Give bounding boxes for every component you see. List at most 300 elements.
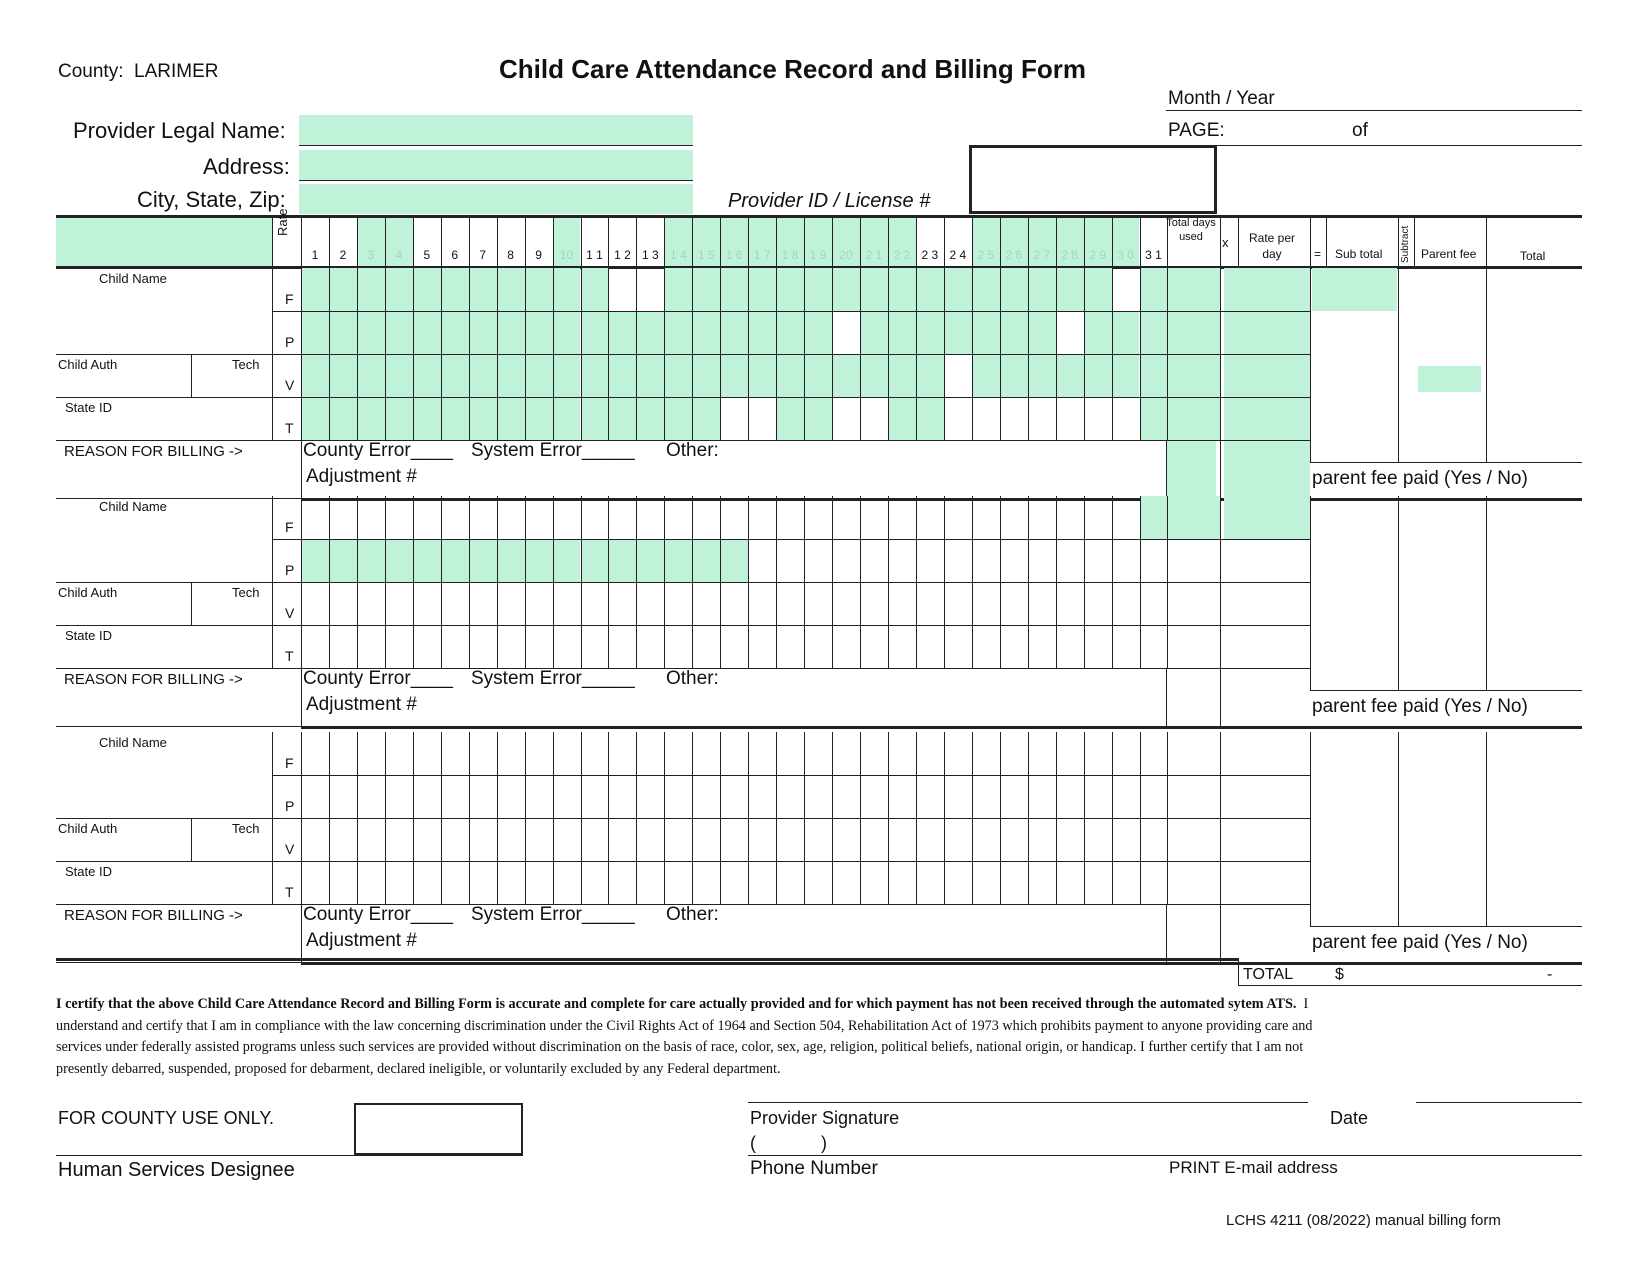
day-column-line: [944, 496, 945, 668]
day-column-line: [1084, 732, 1085, 904]
attendance-cell-filled[interactable]: [804, 268, 832, 311]
header-column-line: [1310, 216, 1311, 267]
day-column-line: [636, 732, 637, 904]
attendance-cell-filled[interactable]: [525, 397, 553, 440]
attendance-cell-filled[interactable]: [497, 354, 525, 397]
day-column-line: [608, 496, 609, 668]
day-column-line: [720, 268, 721, 440]
day-column-line: [581, 496, 582, 668]
day-column-line: [357, 732, 358, 904]
attendance-cell-filled[interactable]: [357, 539, 385, 582]
attendance-cell-filled[interactable]: [525, 311, 553, 354]
attendance-cell-filled[interactable]: [832, 354, 860, 397]
total-days-filled[interactable]: [1166, 354, 1220, 397]
attendance-cell-filled[interactable]: [804, 397, 832, 440]
day-column-line: [1112, 268, 1113, 440]
day-column-line: [357, 496, 358, 668]
day-column-line: [553, 496, 554, 668]
row-line: [272, 625, 1310, 626]
attendance-cell-filled[interactable]: [581, 539, 609, 582]
month-year-label: Month / Year: [1168, 88, 1275, 109]
provider-signature-label: Provider Signature: [750, 1108, 900, 1128]
rate-filled[interactable]: [1224, 268, 1310, 311]
attendance-cell-filled[interactable]: [357, 354, 385, 397]
attendance-cell-filled[interactable]: [1084, 354, 1112, 397]
attendance-cell-filled[interactable]: [916, 397, 944, 440]
row-line: [272, 582, 1310, 583]
day-column-line: [301, 732, 302, 904]
designee-line: [56, 1155, 523, 1156]
provider-id-label: Provider ID / License #: [728, 190, 931, 212]
grand-total-underline: [1238, 985, 1582, 986]
attendance-cell-filled[interactable]: [720, 539, 748, 582]
attendance-cell-filled[interactable]: [441, 311, 469, 354]
attendance-cell-filled[interactable]: [413, 539, 441, 582]
attendance-cell-filled[interactable]: [497, 311, 525, 354]
attendance-cell-filled[interactable]: [1000, 354, 1028, 397]
day-column-line: [329, 732, 330, 904]
day-header-31: 3 1: [1145, 248, 1162, 262]
page-label: PAGE:: [1168, 120, 1225, 141]
day-column-line: [972, 496, 973, 668]
day-column-line: [608, 268, 609, 440]
day-column-line: [916, 732, 917, 904]
day-column-line: [916, 496, 917, 668]
attendance-cell-filled[interactable]: [1028, 354, 1056, 397]
attendance-cell-filled[interactable]: [385, 354, 413, 397]
day-column-line: [664, 268, 665, 440]
attendance-cell-filled[interactable]: [329, 268, 357, 311]
attendance-cell-filled[interactable]: [497, 539, 525, 582]
day-column-line: [581, 268, 582, 440]
state-id-label: State ID: [65, 400, 112, 415]
day-column-line: [413, 732, 414, 904]
attendance-cell-filled[interactable]: [413, 268, 441, 311]
row-letter-v: V: [285, 605, 295, 621]
attendance-cell-filled[interactable]: [413, 397, 441, 440]
day-column-line: [664, 496, 665, 668]
parent-fee-filled[interactable]: [1418, 366, 1481, 392]
total-row-line: [56, 958, 1239, 961]
system-error-label: System Error_____: [471, 668, 635, 689]
attendance-cell-filled[interactable]: [888, 354, 916, 397]
attendance-cell-filled[interactable]: [469, 268, 497, 311]
block-left-bottom-line: [56, 498, 302, 499]
attendance-cell-filled[interactable]: [581, 268, 609, 311]
day-column-line: [692, 732, 693, 904]
day-column-line: [776, 268, 777, 440]
block-left-bottom-line: [56, 726, 302, 727]
reason-for-billing-label: REASON FOR BILLING ->: [64, 907, 243, 924]
rate-filled[interactable]: [1224, 354, 1310, 397]
attendance-cell-filled[interactable]: [441, 397, 469, 440]
attendance-cell-filled[interactable]: [748, 354, 776, 397]
attendance-cell-filled[interactable]: [1140, 397, 1168, 440]
attendance-cell-filled[interactable]: [553, 311, 581, 354]
parent-fee-paid-line: [1310, 462, 1582, 463]
attendance-cell-filled[interactable]: [469, 354, 497, 397]
day-column-line: [692, 268, 693, 440]
child-auth-line: [56, 582, 272, 583]
attendance-cell-filled[interactable]: [776, 354, 804, 397]
attendance-cell-filled[interactable]: [525, 354, 553, 397]
day-column-line: [804, 496, 805, 668]
attendance-cell-filled[interactable]: [916, 268, 944, 311]
page-title: Child Care Attendance Record and Billing Form: [499, 54, 1086, 84]
attendance-cell-filled[interactable]: [385, 539, 413, 582]
reason-column-line: [1220, 904, 1221, 962]
attendance-cell-filled[interactable]: [608, 539, 636, 582]
day-column-line: [385, 268, 386, 440]
date-line[interactable]: [1416, 1102, 1582, 1103]
attendance-cell-filled[interactable]: [385, 311, 413, 354]
adjustment-label: Adjustment #: [306, 930, 417, 951]
attendance-cell-filled[interactable]: [1140, 268, 1168, 311]
day-header-22: 2 2: [893, 248, 911, 262]
attendance-cell-filled[interactable]: [608, 311, 636, 354]
day-column-line: [1056, 496, 1057, 668]
day-header-2: 2: [339, 248, 347, 262]
attendance-cell-filled[interactable]: [804, 311, 832, 354]
total-days-filled[interactable]: [1166, 268, 1220, 311]
day-column-line: [888, 496, 889, 668]
attendance-cell-filled[interactable]: [832, 268, 860, 311]
reason-top-line: [56, 440, 272, 441]
rate-filled[interactable]: [1224, 496, 1310, 539]
state-id-label: State ID: [65, 864, 112, 879]
attendance-cell-filled[interactable]: [972, 354, 1000, 397]
attendance-cell-filled[interactable]: [1000, 268, 1028, 311]
attendance-cell-filled[interactable]: [301, 539, 329, 582]
county-error-label: County Error____: [303, 440, 453, 461]
attendance-cell-filled[interactable]: [608, 397, 636, 440]
day-header-27: 2 7: [1033, 248, 1051, 262]
fee-column-line: [1310, 268, 1311, 462]
day-header-4: 4: [395, 248, 403, 262]
attendance-cell-filled[interactable]: [692, 268, 720, 311]
attendance-cell-filled[interactable]: [944, 311, 972, 354]
system-error-label: System Error_____: [471, 904, 635, 925]
day-column-line: [832, 268, 833, 440]
attendance-cell-filled[interactable]: [301, 311, 329, 354]
row-letter-p: P: [285, 562, 295, 578]
day-column-line: [301, 496, 302, 668]
attendance-cell-filled[interactable]: [581, 354, 609, 397]
attendance-cell-filled[interactable]: [636, 397, 664, 440]
day-header-17: 1 7: [753, 248, 771, 262]
attendance-cell-filled[interactable]: [1140, 311, 1168, 354]
parent-fee-header: Parent fee: [1421, 247, 1477, 261]
attendance-cell-filled[interactable]: [972, 268, 1000, 311]
attendance-cell-filled[interactable]: [692, 311, 720, 354]
attendance-cell-filled[interactable]: [301, 354, 329, 397]
attendance-cell-filled[interactable]: [748, 311, 776, 354]
attendance-cell-filled[interactable]: [441, 354, 469, 397]
reason-left-line: [301, 904, 302, 962]
attendance-cell-filled[interactable]: [776, 268, 804, 311]
attendance-cell-filled[interactable]: [441, 539, 469, 582]
attendance-cell-filled[interactable]: [720, 311, 748, 354]
attendance-cell-filled[interactable]: [888, 397, 916, 440]
attendance-cell-filled[interactable]: [1140, 496, 1168, 539]
county-label: County: LARIMER: [58, 61, 219, 82]
attendance-cell-filled[interactable]: [804, 354, 832, 397]
child-auth-line: [56, 354, 272, 355]
phone-label: Phone Number: [750, 1158, 878, 1179]
attendance-cell-filled[interactable]: [469, 311, 497, 354]
fee-column-line: [1398, 732, 1399, 926]
attendance-cell-filled[interactable]: [441, 268, 469, 311]
child-header-fill: [56, 217, 272, 267]
attendance-cell-filled[interactable]: [357, 397, 385, 440]
subtotal-filled[interactable]: [1312, 268, 1397, 311]
fee-column-line: [1398, 268, 1399, 462]
day-column-line: [860, 496, 861, 668]
day-column-line: [1084, 268, 1085, 440]
provider-signature-line[interactable]: [748, 1102, 1308, 1103]
attendance-cell-filled[interactable]: [776, 397, 804, 440]
attendance-cell-filled[interactable]: [916, 311, 944, 354]
adjustment-label: Adjustment #: [306, 694, 417, 715]
day-column-line: [636, 268, 637, 440]
county-use-label: FOR COUNTY USE ONLY.: [58, 1108, 275, 1128]
day-header-12: 1 2: [614, 248, 631, 262]
attendance-cell-filled[interactable]: [1084, 268, 1112, 311]
attendance-cell-filled[interactable]: [748, 268, 776, 311]
day-column-line: [553, 268, 554, 440]
attendance-cell-filled[interactable]: [692, 397, 720, 440]
row-letter-p: P: [285, 334, 295, 350]
day-column-line: [860, 268, 861, 440]
other-label: Other:: [666, 440, 719, 461]
day-column-line: [1140, 496, 1141, 668]
row-letter-f: F: [285, 291, 294, 307]
attendance-cell-filled[interactable]: [860, 268, 888, 311]
day-header-6: 6: [451, 248, 459, 262]
reason-for-billing-label: REASON FOR BILLING ->: [64, 443, 243, 460]
header-column-line: [1398, 216, 1399, 267]
attendance-cell-filled[interactable]: [944, 268, 972, 311]
attendance-cell-filled[interactable]: [357, 311, 385, 354]
reason-column-line: [1166, 668, 1167, 726]
day-column-line: [329, 268, 330, 440]
total-days-filled[interactable]: [1166, 311, 1220, 354]
header-column-line: [1220, 216, 1221, 267]
day-column-line: [553, 732, 554, 904]
attendance-cell-filled[interactable]: [385, 268, 413, 311]
city-state-zip-label: City, State, Zip:: [137, 187, 286, 212]
total-box-left: [1238, 958, 1239, 985]
attendance-cell-filled[interactable]: [497, 397, 525, 440]
attendance-cell-filled[interactable]: [692, 354, 720, 397]
currency-symbol: $: [1335, 966, 1344, 983]
day-column-line: [385, 732, 386, 904]
equals-symbol: =: [1314, 247, 1322, 261]
attendance-cell-filled[interactable]: [553, 354, 581, 397]
day-column-line: [748, 268, 749, 440]
child-name-label: Child Name: [99, 735, 167, 750]
attendance-cell-filled[interactable]: [413, 354, 441, 397]
phone-email-line[interactable]: [748, 1155, 1582, 1156]
row-letter-p: P: [285, 798, 295, 814]
page-of-label: of: [1352, 120, 1368, 141]
attendance-cell-filled[interactable]: [664, 539, 692, 582]
attendance-cell-filled[interactable]: [916, 354, 944, 397]
child-auth-divider: [191, 818, 192, 861]
attendance-cell-filled[interactable]: [385, 397, 413, 440]
attendance-cell-filled[interactable]: [888, 268, 916, 311]
attendance-cell-filled[interactable]: [469, 539, 497, 582]
attendance-cell-filled[interactable]: [1112, 354, 1140, 397]
subtotal-header: Sub total: [1335, 247, 1383, 261]
reason-total-filled[interactable]: [1166, 441, 1216, 496]
fee-column-line: [1486, 496, 1487, 690]
day-column-line: [1028, 732, 1029, 904]
attendance-cell-filled[interactable]: [1112, 311, 1140, 354]
attendance-cell-filled[interactable]: [581, 397, 609, 440]
block-bottom-line: [301, 498, 1582, 501]
attendance-cell-filled[interactable]: [1084, 311, 1112, 354]
attendance-cell-filled[interactable]: [664, 354, 692, 397]
attendance-cell-filled[interactable]: [692, 539, 720, 582]
header-column-line: [1486, 216, 1487, 267]
day-header-26: 2 6: [1005, 248, 1023, 262]
attendance-cell-filled[interactable]: [301, 397, 329, 440]
day-column-line: [1220, 268, 1221, 440]
day-column-line: [1000, 268, 1001, 440]
day-column-line: [1112, 732, 1113, 904]
child-auth-label: Child Auth: [58, 821, 118, 836]
attendance-cell-filled[interactable]: [972, 311, 1000, 354]
row-line: [272, 861, 1310, 862]
attendance-cell-filled[interactable]: [329, 311, 357, 354]
attendance-cell-filled[interactable]: [720, 354, 748, 397]
attendance-cell-filled[interactable]: [860, 354, 888, 397]
attendance-cell-filled[interactable]: [888, 311, 916, 354]
attendance-cell-filled[interactable]: [525, 268, 553, 311]
parent-fee-paid-line: [1310, 926, 1582, 927]
day-column-line: [272, 268, 273, 440]
row-letter-v: V: [285, 841, 295, 857]
attendance-cell-filled[interactable]: [1056, 268, 1084, 311]
reason-top-line: [56, 668, 272, 669]
day-header-30: 3 0: [1117, 248, 1134, 262]
attendance-cell-filled[interactable]: [553, 397, 581, 440]
tech-label: Tech: [232, 357, 260, 372]
attendance-cell-filled[interactable]: [1028, 268, 1056, 311]
day-column-line: [357, 268, 358, 440]
day-column-line: [1056, 268, 1057, 440]
attendance-cell-filled[interactable]: [636, 539, 664, 582]
day-column-line: [441, 268, 442, 440]
attendance-cell-filled[interactable]: [664, 268, 692, 311]
attendance-cell-filled[interactable]: [1140, 354, 1168, 397]
day-column-line: [385, 496, 386, 668]
attendance-cell-filled[interactable]: [329, 354, 357, 397]
attendance-cell-filled[interactable]: [329, 539, 357, 582]
parent-fee-paid-line: [1310, 690, 1582, 691]
attendance-cell-filled[interactable]: [776, 311, 804, 354]
day-column-line: [1084, 496, 1085, 668]
reason-column-line: [1220, 668, 1221, 726]
day-column-line: [497, 496, 498, 668]
attendance-cell-filled[interactable]: [497, 268, 525, 311]
adjustment-label: Adjustment #: [306, 466, 417, 487]
child-auth-line: [56, 818, 272, 819]
attendance-cell-filled[interactable]: [664, 397, 692, 440]
attendance-cell-filled[interactable]: [608, 354, 636, 397]
attendance-cell-filled[interactable]: [1000, 311, 1028, 354]
reason-rate-filled[interactable]: [1224, 441, 1310, 496]
county-use-box[interactable]: [354, 1103, 523, 1155]
day-column-line: [469, 732, 470, 904]
state-id-line: [56, 397, 272, 398]
day-header-29: 2 9: [1089, 248, 1106, 262]
county-error-label: County Error____: [303, 904, 453, 925]
rate-header: Rate: [275, 208, 290, 236]
attendance-cell-filled[interactable]: [720, 268, 748, 311]
day-header-16: 1 6: [725, 248, 743, 262]
parent-fee-paid-label: parent fee paid (Yes / No): [1312, 696, 1528, 717]
attendance-cell-filled[interactable]: [1056, 354, 1084, 397]
row-line: [272, 775, 1310, 776]
parent-fee-paid-label: parent fee paid (Yes / No): [1312, 468, 1528, 489]
fee-column-line: [1310, 732, 1311, 926]
state-id-line: [56, 625, 272, 626]
attendance-cell-filled[interactable]: [525, 539, 553, 582]
day-column-line: [804, 732, 805, 904]
attendance-cell-filled[interactable]: [329, 397, 357, 440]
total-days-filled[interactable]: [1166, 397, 1220, 440]
attendance-cell-filled[interactable]: [301, 268, 329, 311]
day-header-13: 1 3: [642, 248, 659, 262]
day-column-line: [581, 732, 582, 904]
attendance-cell-filled[interactable]: [636, 311, 664, 354]
day-header-20: 20: [839, 248, 853, 262]
day-column-line: [664, 732, 665, 904]
total-days-filled[interactable]: [1166, 496, 1220, 539]
attendance-cell-filled[interactable]: [860, 311, 888, 354]
day-column-line: [469, 496, 470, 668]
day-column-line: [1028, 268, 1029, 440]
day-column-line: [272, 732, 273, 904]
rate-filled[interactable]: [1224, 397, 1310, 440]
attendance-cell-filled[interactable]: [413, 311, 441, 354]
reason-for-billing-label: REASON FOR BILLING ->: [64, 671, 243, 688]
day-column-line: [972, 268, 973, 440]
attendance-cell-filled[interactable]: [553, 539, 581, 582]
day-header-9: 9: [535, 248, 542, 262]
day-column-line: [497, 732, 498, 904]
state-id-line: [56, 861, 272, 862]
attendance-cell-filled[interactable]: [469, 397, 497, 440]
row-letter-t: T: [285, 648, 294, 664]
attendance-cell-filled[interactable]: [553, 268, 581, 311]
day-column-line: [776, 732, 777, 904]
rate-filled[interactable]: [1224, 311, 1310, 354]
day-column-line: [748, 496, 749, 668]
attendance-cell-filled[interactable]: [357, 268, 385, 311]
attendance-cell-filled[interactable]: [1028, 311, 1056, 354]
child-auth-divider: [191, 582, 192, 625]
reason-top-line: [56, 904, 272, 905]
attendance-cell-filled[interactable]: [581, 311, 609, 354]
attendance-cell-filled[interactable]: [636, 354, 664, 397]
day-column-line: [1140, 732, 1141, 904]
child-name-label: Child Name: [99, 499, 167, 514]
attendance-cell-filled[interactable]: [664, 311, 692, 354]
day-column-line: [329, 496, 330, 668]
